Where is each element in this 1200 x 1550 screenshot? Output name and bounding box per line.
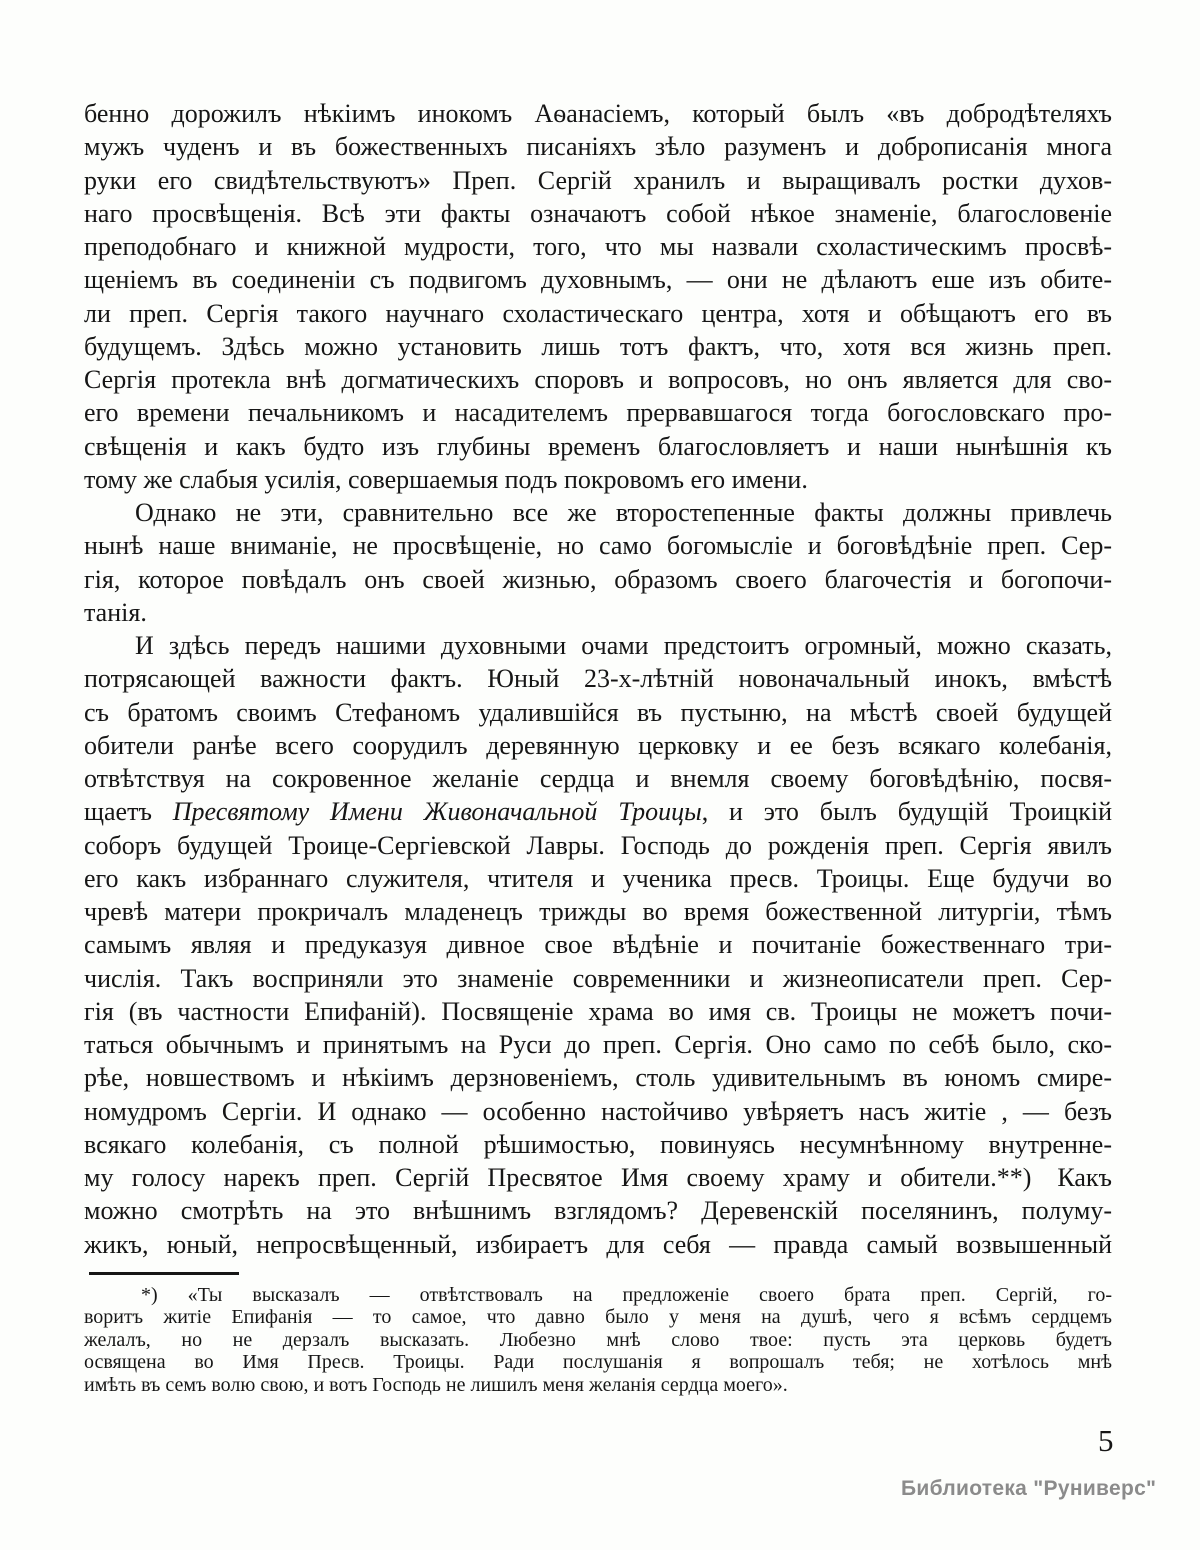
text-line: таться обычнымъ и принятымъ на Руси до преп. Сергія. Оно само по себѣ было, ско- bbox=[84, 1030, 1112, 1059]
text-line: числія. Такъ восприняли это знаменіе современники и жизнеописатели преп. Сер- bbox=[84, 963, 1112, 993]
text-line: отвѣтствуя на сокровенное желаніе сердца и внемля своему боговѣдѣнію, посвя- bbox=[84, 764, 1112, 793]
paragraph bbox=[84, 97, 1112, 496]
text-line: ли преп. Сергія такого научнаго схоластическаго центра, хотя и обѣщаютъ его въ bbox=[84, 298, 1112, 328]
text-line: руки его свидѣтельствуютъ» Преп. Сергій хранилъ и выращивалъ ростки духов- bbox=[84, 165, 1112, 195]
text-line: самымъ являя и предуказуя дивное свое вѣдѣніе и почитаніе божественнаго три- bbox=[84, 930, 1112, 960]
text-line: щеніемъ въ соединеніи съ подвигомъ духовнымъ, — они не дѣлаютъ еше изъ обите- bbox=[84, 265, 1112, 295]
text-line: будущемъ. Здѣсь можно установить лишь тотъ фактъ, что, хотя вся жизнь преп. bbox=[84, 331, 1112, 361]
text-line: мужъ чуденъ и въ божественныхъ писаніяхъ зѣло разуменъ и доброписанія многа bbox=[84, 132, 1112, 162]
text-line: Однако не эти, сравнительно все же второстепенные факты должны привлечь bbox=[135, 498, 1112, 527]
main-text bbox=[84, 97, 1112, 1261]
footnote-line: *) «Ты высказалъ — отвѣтствовалъ на предложеніе своего брата преп. Сергій, го- bbox=[141, 1284, 1112, 1306]
text-line: всякаго колебанія, съ полной рѣшимостью, повинуясь несумнѣнному внутренне- bbox=[84, 1129, 1112, 1159]
paragraph bbox=[84, 629, 1112, 1261]
text-line: наго просвѣщенія. Всѣ эти факты означаютъ собой нѣкое знаменіе, благословеніе bbox=[84, 198, 1112, 228]
text-line: его какъ избраннаго служителя, чтителя и ученика пресв. Троицы. Еще будучи во bbox=[84, 863, 1112, 893]
text-line: свѣщенія и какъ будто изъ глубины временъ благословляетъ и наши нынѣшнія къ bbox=[84, 431, 1112, 461]
text-line: потрясающей важности фактъ. Юный 23-х-лѣтній новоначальный инокъ, вмѣстѣ bbox=[84, 664, 1112, 694]
text-line: нынѣ наше вниманіе, не просвѣщеніе, но само богомысліе и боговѣдѣніе преп. Сер- bbox=[84, 531, 1112, 561]
footnote-line: воритъ житіе Епифанія — то самое, что давно было у меня на душѣ, чего я всѣмъ сердцемъ bbox=[84, 1306, 1112, 1329]
footnote-line: желалъ, но не дерзалъ высказать. Любезно мнѣ слово твое: пусть эта церковь будетъ bbox=[84, 1328, 1112, 1351]
text-line: рѣе, новшествомъ и нѣкіимъ дерзновеніемъ, столь удивительнымъ въ юномъ смире- bbox=[84, 1063, 1112, 1093]
text-line: съ братомъ своимъ Стефаномъ удалившійся въ пустыню, на мѣстѣ своей будущей bbox=[84, 697, 1112, 727]
text-line: можно смотрѣть на это внѣшнимъ взглядомъ? Деревенскій поселянинъ, полуму- bbox=[84, 1196, 1112, 1226]
text-line: его времени печальникомъ и насадителемъ прервавшагося тогда богословскаго про- bbox=[84, 398, 1112, 428]
text-line: тому же слабыя усилія, совершаемыя подъ покровомъ его имени. bbox=[84, 464, 808, 494]
text-segment: щаетъ bbox=[84, 797, 173, 827]
page-number: 5 bbox=[1098, 1423, 1114, 1458]
text-line bbox=[84, 795, 1112, 828]
text-line: И здѣсь передъ нашими духовными очами предстоитъ огромный, можно сказать, bbox=[135, 631, 1112, 660]
text-segment: , и это былъ будущій Троицкій bbox=[701, 797, 1112, 827]
text-line: му голосу нарекъ преп. Сергій Пресвятое Имя своему храму и обители.**) Какъ bbox=[84, 1163, 1112, 1192]
text-line: соборъ будущей Троице-Сергіевской Лавры. Господь до рожденія преп. Сергія явилъ bbox=[84, 830, 1112, 860]
footnote-line: имѣть въ семъ волю свою, и вотъ Господь не лишилъ меня желанія сердца моего». bbox=[84, 1373, 788, 1396]
text-line: танія. bbox=[84, 597, 147, 627]
footnote-separator-rule bbox=[89, 1272, 239, 1275]
text-line: преподобнаго и книжной мудрости, того, что мы назвали схоластическимъ просвѣ- bbox=[84, 232, 1112, 261]
text-line: бенно дорожилъ нѣкіимъ инокомъ Аѳанасіемъ, который былъ «въ добродѣтеляхъ bbox=[84, 99, 1112, 128]
footnote-line: освящена во Имя Пресв. Троицы. Ради послушанія я вопрошалъ тебя; не хотѣлось мнѣ bbox=[84, 1351, 1112, 1374]
text-line: жикъ, юный, непросвѣщенный, избираетъ для себя — правда самый возвышенный bbox=[84, 1229, 1112, 1259]
paragraph bbox=[84, 496, 1112, 629]
library-watermark: Библиотека "Руниверс" bbox=[901, 1477, 1157, 1500]
text-line: гія, которое повѣдалъ онъ своей жизнью, образомъ своего благочестія и богопочи- bbox=[84, 564, 1112, 594]
text-line: гія (въ частности Епифаній). Посвященіе храма во имя св. Троицы не можетъ почи- bbox=[84, 996, 1112, 1026]
italic-phrase: Пресвятому Имени Живоначальной Троицы bbox=[172, 797, 702, 827]
footnote bbox=[84, 1284, 1112, 1396]
text-line: обители ранѣе всего соорудилъ деревянную церковку и ее безъ всякаго колебанія, bbox=[84, 730, 1112, 760]
text-line: Сергія протекла внѣ догматическихъ споровъ и вопросовъ, но онъ является для сво- bbox=[84, 365, 1112, 394]
text-line: чревѣ матери прокричалъ младенецъ трижды во время божественной литургіи, тѣмъ bbox=[84, 897, 1112, 926]
text-line: номудромъ Сергіи. И однако — особенно настойчиво увѣряетъ насъ житіе , — безъ bbox=[84, 1096, 1112, 1126]
